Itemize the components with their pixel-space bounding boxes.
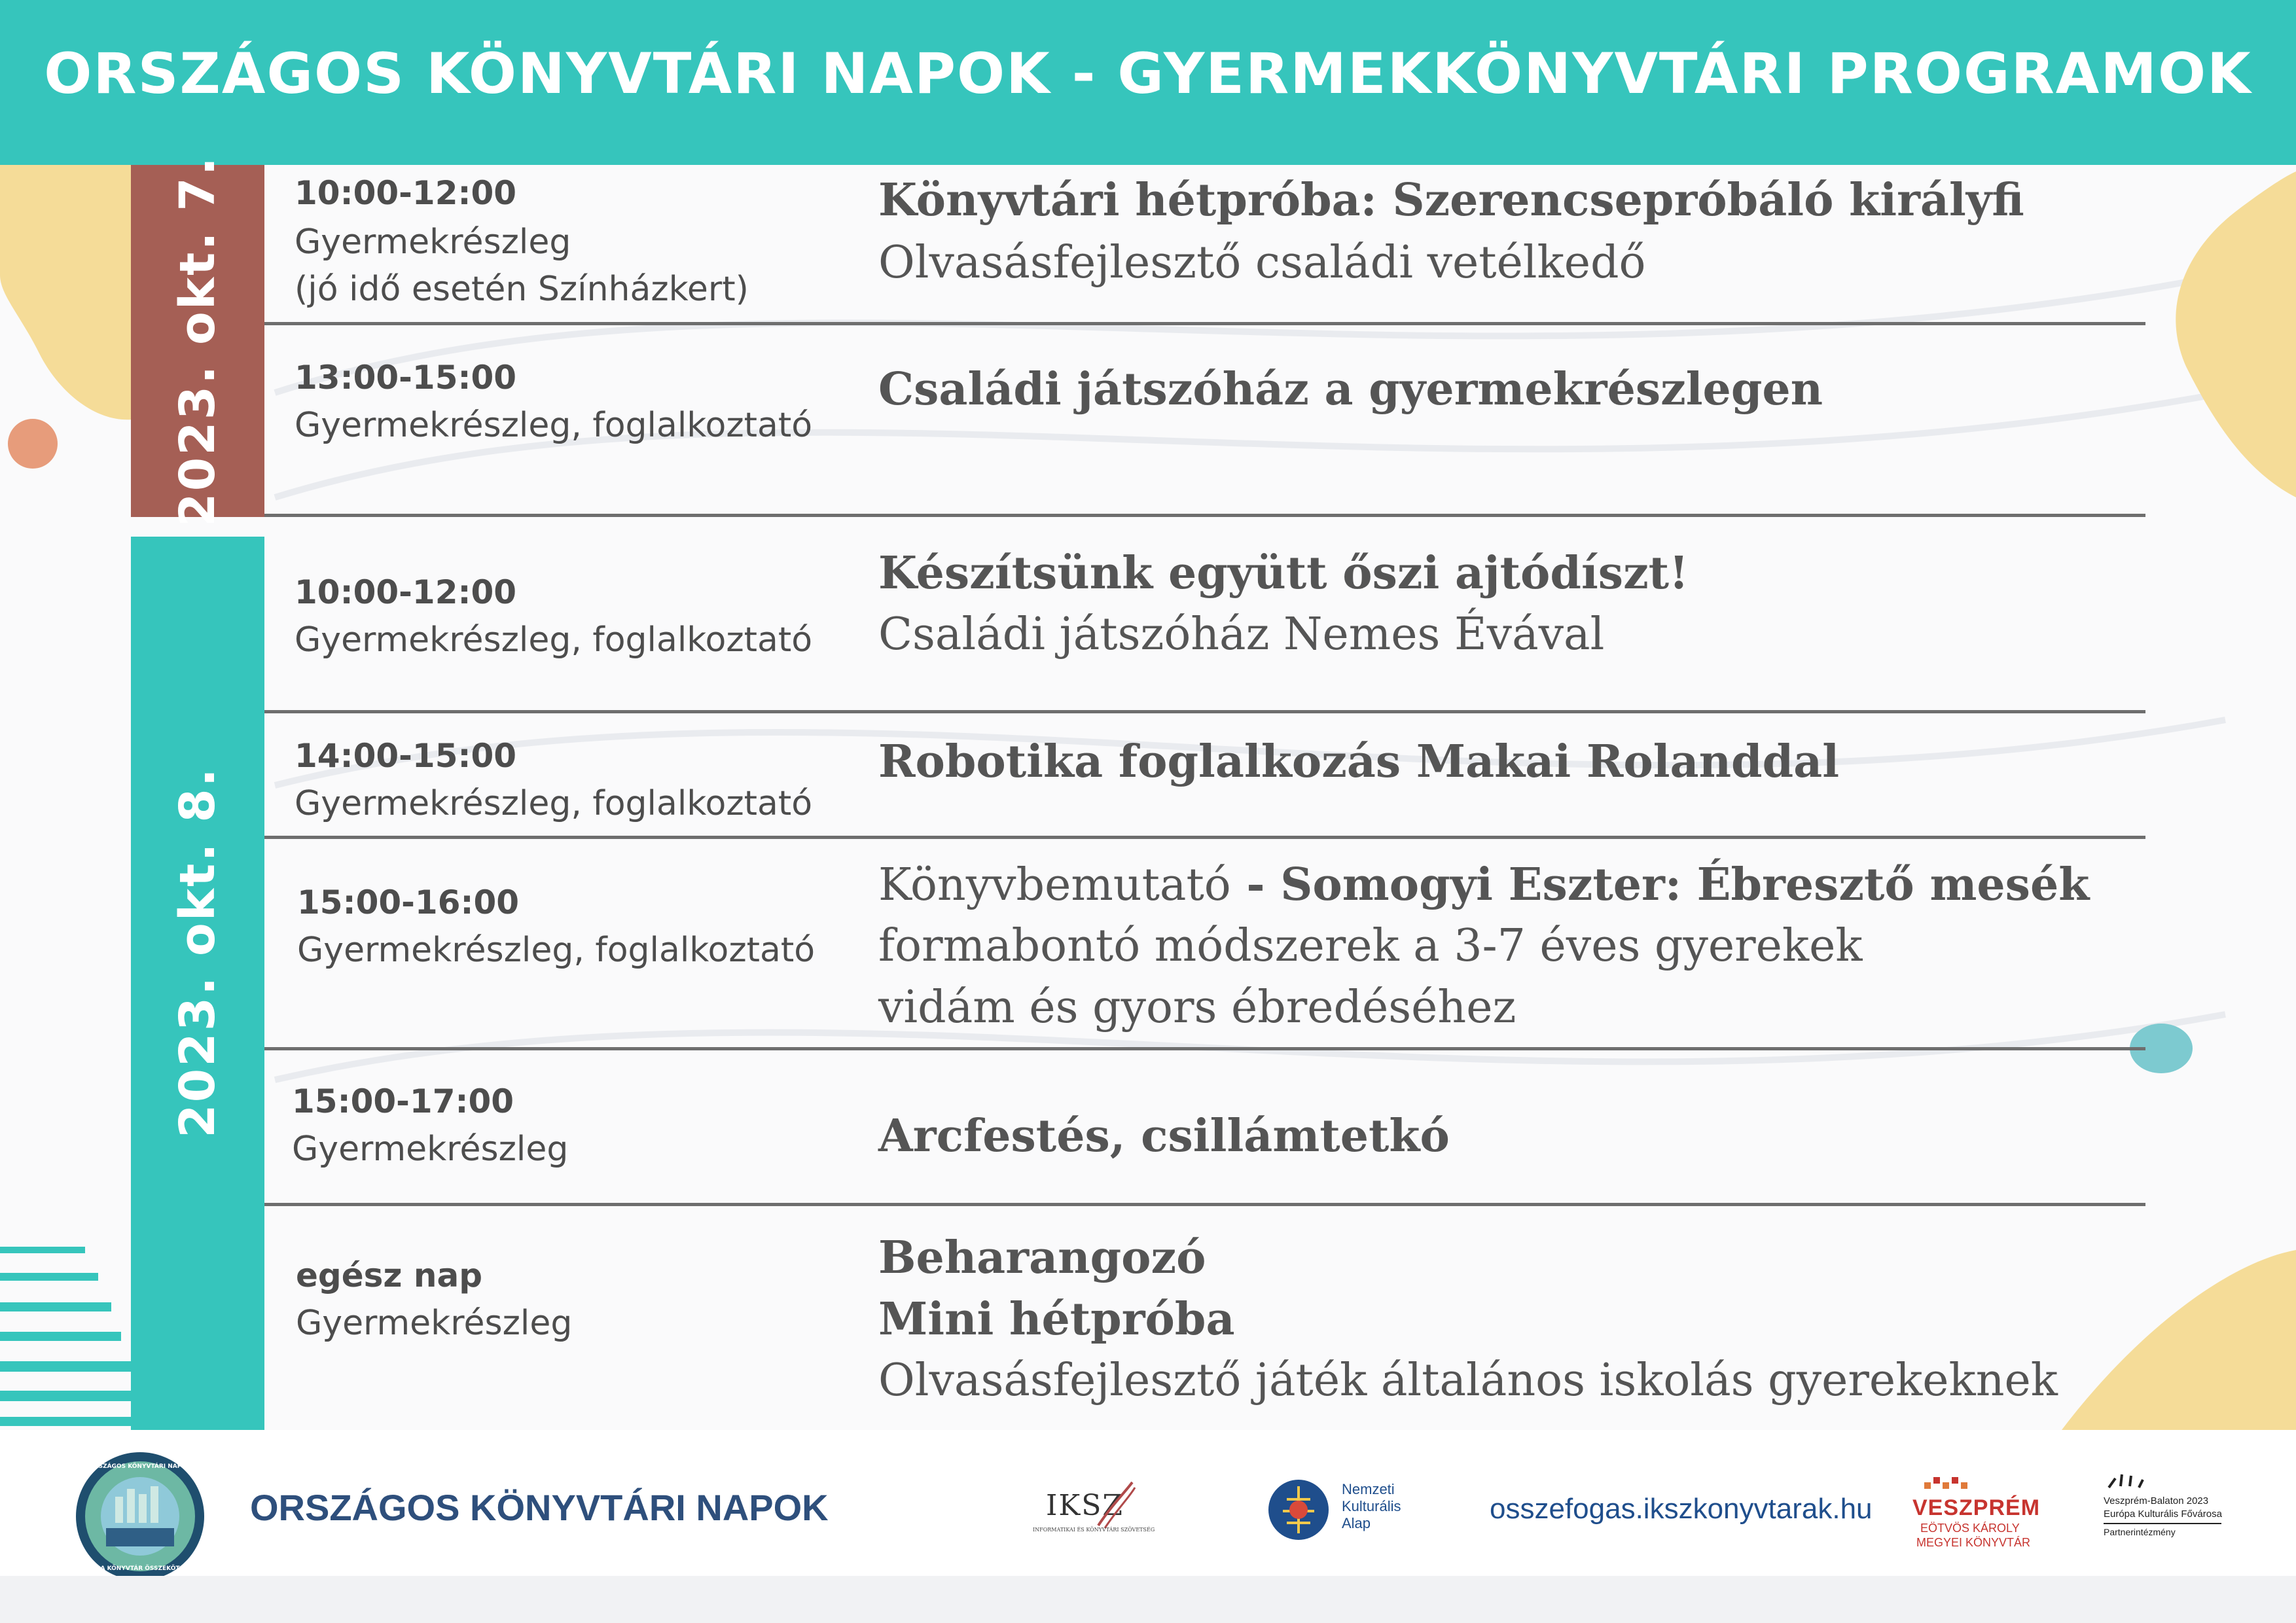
divider [264, 322, 2145, 325]
website-link[interactable]: osszefogas.ikszkonyvtarak.hu [1490, 1493, 1873, 1525]
badge-text-bottom: A KÖNYVTÁR ÖSSZEKÖT [100, 1565, 180, 1572]
page-title: ORSZÁGOS KÖNYVTÁRI NAPOK - GYERMEKKÖNYVTÁRI PROGRAMOK [44, 41, 2252, 107]
event-title: Családi játszóház a gyermekrészlegen [878, 363, 1823, 416]
iksz-logo [1013, 1476, 1155, 1541]
event-subtitle-cont: vidám és gyors ébredéséhez [878, 982, 1516, 1033]
divider [264, 514, 2145, 517]
iksz-subtitle: INFORMATIKAI ÉS KÖNYVTÁRI SZÖVETSÉG [1033, 1527, 1155, 1533]
event-title-line [878, 859, 2089, 911]
event-time: 10:00-12:00 [295, 573, 517, 611]
event-subtitle: Családi játszóház Nemes Évával [878, 609, 1605, 660]
ekf-line1: Veszprém-Balaton 2023 [2104, 1495, 2209, 1507]
veszprem-mark-icon [1924, 1476, 1970, 1495]
veszprem-title: VESZPRÉM [1912, 1495, 2041, 1520]
event-location: Gyermekrészleg, foglalkoztató [295, 620, 813, 660]
event-title: Könyvtári hétpróba: Szerencsepróbáló királyfi [878, 174, 2024, 226]
nka-line1: Nemzeti [1342, 1481, 1395, 1497]
event-location: Gyermekrészleg [296, 1304, 573, 1343]
teal-stripes [0, 1247, 131, 1426]
event-title: Robotika foglalkozás Makai Rolanddal [878, 736, 1840, 788]
event-time: 10:00-12:00 [295, 174, 517, 212]
event-title: - Somogyi Eszter: Ébresztő mesék [1230, 859, 2090, 911]
event-location: Gyermekrészleg, foglalkoztató [295, 784, 813, 823]
ekf-sun-icon [2102, 1472, 2148, 1491]
okn-badge-logo [75, 1451, 206, 1582]
nka-line3: Alap [1342, 1515, 1371, 1531]
event-time: 15:00-17:00 [292, 1082, 514, 1120]
event-title-2: Mini hétpróba [878, 1293, 1235, 1346]
event-location: Gyermekrészleg, foglalkoztató [297, 931, 816, 970]
footer-title: ORSZÁGOS KÖNYVTÁRI NAPOK [250, 1487, 829, 1528]
event-time: egész nap [296, 1257, 483, 1294]
event-time: 13:00-15:00 [295, 359, 517, 397]
event-title-prefix: Könyvbemutató [878, 859, 1231, 911]
event-title: Készítsünk együtt őszi ajtódíszt! [878, 547, 1689, 599]
event-subtitle: formabontó módszerek a 3-7 éves gyerekek [878, 920, 1863, 972]
divider [264, 710, 2145, 713]
ekf-line3: Partnerintézmény [2104, 1527, 2176, 1537]
veszprem-line3: MEGYEI KÖNYVTÁR [1916, 1536, 2031, 1549]
yellow-blob-bottom-right [2062, 1250, 2296, 1430]
event-title: Arcfestés, csillámtetkó [878, 1110, 1450, 1162]
event-location: Gyermekrészleg, foglalkoztató [295, 406, 813, 445]
event-subtitle: Olvasásfejlesztő családi vetélkedő [878, 237, 1646, 289]
orange-dot [8, 419, 58, 469]
event-subtitle: Olvasásfejlesztő játék általános iskolás gyerekeknek [878, 1355, 2058, 1406]
iksz-swirl-icon [1092, 1480, 1138, 1532]
event-time: 14:00-15:00 [295, 737, 517, 775]
nka-emblem-icon [1267, 1473, 1330, 1543]
divider [264, 836, 2145, 839]
nka-line2: Kulturális [1342, 1498, 1401, 1514]
veszprem-line2: EÖTVÖS KÁROLY [1920, 1522, 2020, 1535]
divider [264, 1047, 2145, 1050]
event-location: Gyermekrészleg [295, 223, 571, 262]
event-location-note: (jó idő esetén Színházkert) [295, 270, 749, 309]
footer-bottom-strip [0, 1576, 2296, 1623]
iksz-logo-text: IKSZ [1046, 1489, 1124, 1522]
yellow-blob-right [2176, 165, 2296, 497]
ekf-divider [2104, 1523, 2221, 1524]
header-bar [0, 0, 2296, 165]
badge-text-top: ORSZÁGOS KÖNYVTÁRI NAPOK [89, 1463, 191, 1470]
date-day1: 2023. okt. 7. [170, 155, 226, 527]
ekf-line2: Európa Kulturális Fővárosa [2104, 1508, 2222, 1520]
event-location: Gyermekrészleg [292, 1130, 569, 1169]
event-title: Beharangozó [878, 1232, 1206, 1284]
yellow-blob-left [0, 165, 137, 419]
date-day2: 2023. okt. 8. [170, 766, 226, 1138]
divider [264, 1203, 2145, 1206]
event-time: 15:00-16:00 [297, 883, 520, 921]
